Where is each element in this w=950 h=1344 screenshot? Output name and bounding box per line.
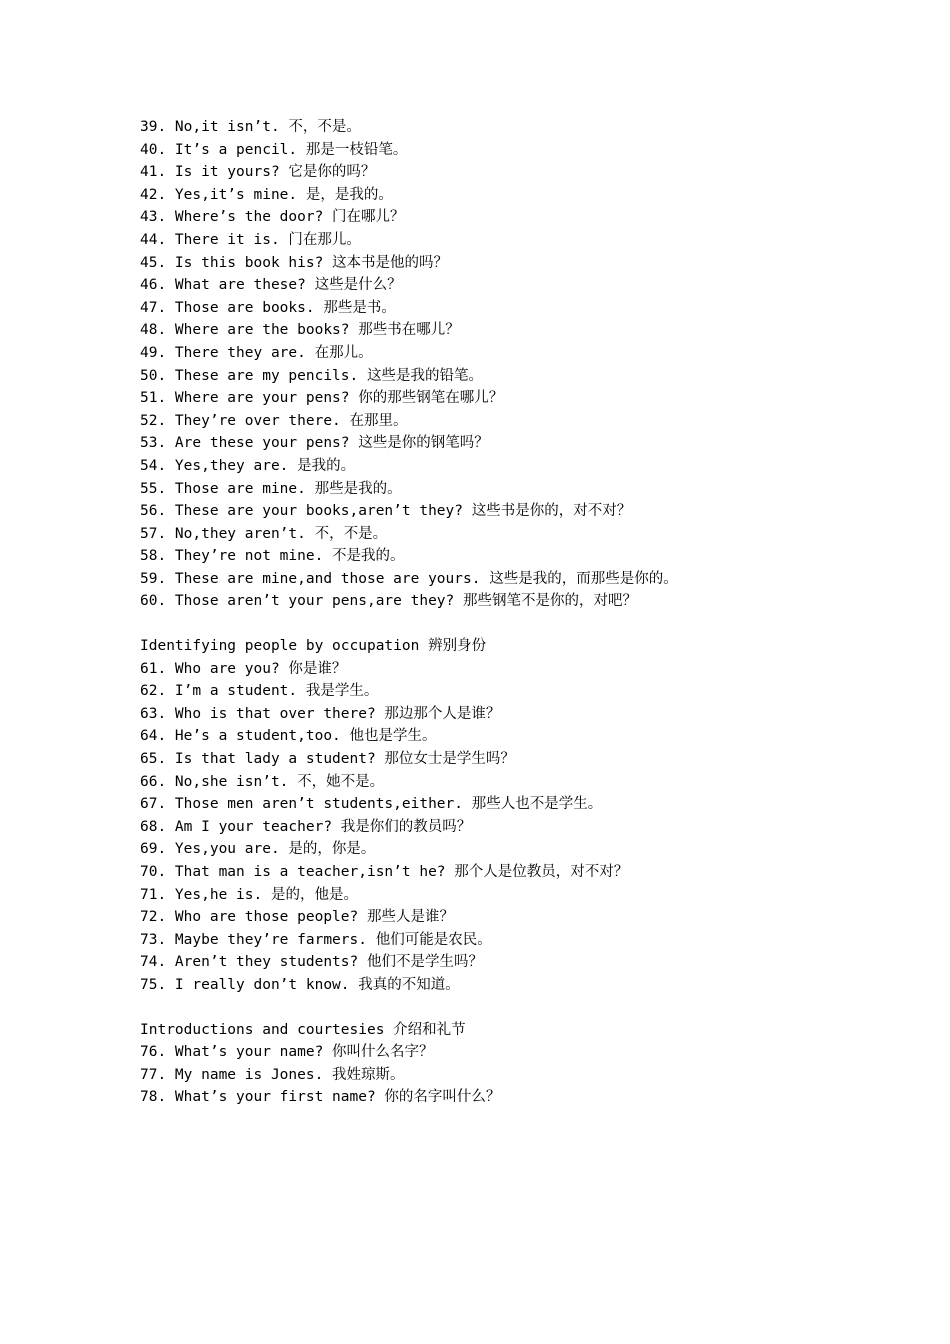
- phrase-list-section-1: [140, 116, 920, 613]
- phrase-line: 39. No,it isn’t. 不，不是。: [140, 119, 361, 135]
- section-spacer: [140, 997, 920, 1019]
- document-page: [140, 116, 920, 1109]
- phrase-line: 77. My name is Jones. 我姓琼斯。: [140, 1066, 405, 1083]
- phrase-line: 60. Those aren’t your pens,are they? 那些钢笔不是你的，对吧？: [140, 593, 637, 610]
- phrase-line: 57. No,they aren’t. 不，不是。: [140, 525, 388, 542]
- phrase-line: 43. Where’s the door? 门在哪儿？: [140, 209, 405, 226]
- phrase-line: 71. Yes,he is. 是的，他是。: [140, 886, 358, 903]
- phrase-line: 48. Where are the books? 那些书在哪儿？: [140, 322, 460, 339]
- phrase-line: 50. These are my pencils. 这些是我的铅笔。: [140, 367, 483, 384]
- phrase-line: 64. He’s a student,too. 他也是学生。: [140, 728, 437, 745]
- phrase-line: 44. There it is. 门在那儿。: [140, 231, 361, 248]
- phrase-line: 55. Those are mine. 那些是我的。: [140, 480, 402, 497]
- phrase-list-section-2: [140, 635, 920, 997]
- phrase-line: 52. They’re over there. 在那里。: [140, 412, 408, 429]
- phrase-line: 74. Aren’t they students? 他们不是学生吗？: [140, 954, 483, 971]
- phrase-line: 49. There they are. 在那儿。: [140, 344, 373, 361]
- phrase-line: 47. Those are books. 那些是书。: [140, 299, 396, 316]
- phrase-line: 72. Who are those people? 那些人是谁？: [140, 909, 454, 926]
- phrase-line: 73. Maybe they’re farmers. 他们可能是农民。: [140, 931, 492, 948]
- phrase-line: 59. These are mine,and those are yours. 这些是我的，而那些是你的。: [140, 570, 678, 587]
- phrase-line: 45. Is this book his? 这本书是他的吗？: [140, 254, 449, 271]
- phrase-line: 75. I really don’t know. 我真的不知道。: [140, 976, 460, 993]
- section-heading: Introductions and courtesies 介绍和礼节: [140, 1021, 466, 1038]
- phrase-line: 42. Yes,it’s mine. 是，是我的。: [140, 186, 393, 203]
- section-heading: Identifying people by occupation 辨别身份: [140, 638, 487, 655]
- phrase-line: 76. What’s your name? 你叫什么名字？: [140, 1044, 434, 1061]
- phrase-line: 51. Where are your pens? 你的那些钢笔在哪儿？: [140, 390, 504, 407]
- phrase-line: 40. It’s a pencil. 那是一枝铅笔。: [140, 141, 408, 158]
- section-spacer: [140, 613, 920, 635]
- phrase-line: 62. I’m a student. 我是学生。: [140, 683, 379, 700]
- phrase-line: 65. Is that lady a student? 那位女士是学生吗？: [140, 751, 515, 768]
- phrase-line: 58. They’re not mine. 不是我的。: [140, 548, 405, 565]
- phrase-line: 69. Yes,you are. 是的，你是。: [140, 841, 376, 858]
- phrase-line: 78. What’s your first name? 你的名字叫什么？: [140, 1089, 501, 1106]
- phrase-line: 56. These are your books,aren’t they? 这些书是你的，对不对？: [140, 503, 632, 520]
- phrase-line: 67. Those men aren’t students,either. 那些人也不是学生。: [140, 796, 603, 813]
- phrase-line: 68. Am I your teacher? 我是你们的教员吗？: [140, 818, 472, 835]
- phrase-line: 46. What are these? 这些是什么？: [140, 277, 402, 294]
- phrase-line: 54. Yes,they are. 是我的。: [140, 457, 356, 474]
- phrase-line: 41. Is it yours? 它是你的吗？: [140, 164, 376, 181]
- phrase-line: 61. Who are you? 你是谁？: [140, 660, 347, 677]
- phrase-line: 66. No,she isn’t. 不，她不是。: [140, 773, 385, 790]
- phrase-list-section-3: [140, 1019, 920, 1109]
- phrase-line: 70. That man is a teacher,isn’t he? 那个人是位教员，对不对？: [140, 864, 629, 880]
- phrase-line: 63. Who is that over there? 那边那个人是谁？: [140, 705, 501, 722]
- phrase-line: 53. Are these your pens? 这些是你的钢笔吗？: [140, 435, 489, 452]
